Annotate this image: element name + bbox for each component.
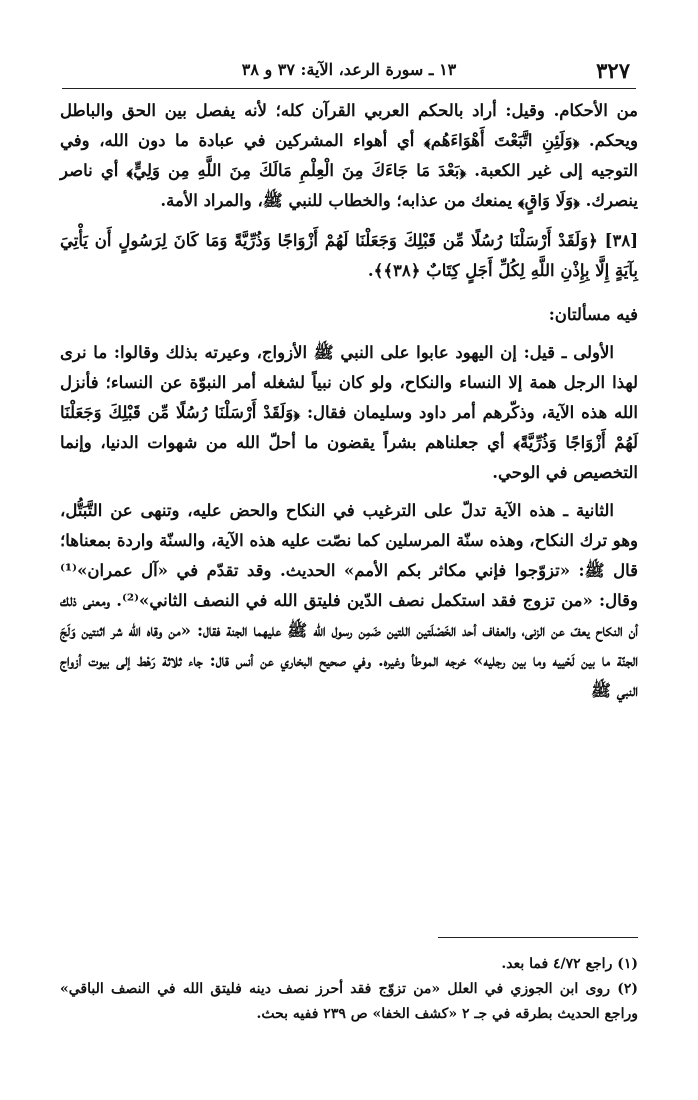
section-heading: فيه مسألتان: (548, 305, 638, 324)
footnotes (60, 952, 638, 1027)
running-title: ١٣ ـ سورة الرعد، الآية: ٣٧ و ٣٨ (241, 60, 457, 79)
page-number: ٣٢٧ (596, 58, 630, 83)
paragraph-second-issue: الثانية ـ هذه الآية تدلّ على الترغيب في النكاح والحض عليه، وتنهى عن التَّبَتُّل، وهو ترك النكاح، وهذه سنّة المرسلين كما نصّت عليه هذه الآية، والسنّة واردة بمعناها؛ قال ﷺ: «تزوّجوا فإني مكاثر بكم الأمم» الحديث. وقد تقدّم في «آل عمران»⁽¹⁾ وقال: «من تزوج فقد استكمل نصف الدّين فليتق الله في النصف الثاني»⁽²⁾. ومعنى ذلك أن النكاح يعفّ عن الزنى، والعفاف أحد الخَصْلَتين اللتين ضَمِن رسول الله ﷺ عليهما الجنة فقال: «من وقاه الله شر اثنتين وَلَجَ الجنّة ما بين لَحْييه وما بين رجليه» خرجه الموطأ وغيره. وفي صحيح البخاري عن أنس قال: جاء ثلاثة رَهْط إلى بيوت أزواج النبي ﷺ (60, 501, 639, 700)
footnote-1: (١) راجع ٤/٧٢ فما بعد. (501, 956, 638, 972)
footnote-2: (٢) روى ابن الجوزي في العلل «من تزوّج فقد أحرز نصف دينه فليتق الله في النصف الباقي» وراجع الحديث بطرقه في جـ ٢ «كشف الخفا» ص ٢٣٩ ففيه بحث. (60, 981, 638, 1022)
footnote-divider (438, 937, 638, 938)
paragraph-first-issue: الأولى ـ قيل: إن اليهود عابوا على النبي ﷺ الأزواج، وعيرته بذلك وقالوا: ما نرى لهذا الرجل همة إلا النساء والنكاح، ولو كان نبياً لشغله أمر النبوّة عن النساء؛ فأنزل الله هذه الآية، وذكّرهم أمر داود وسليمان فقال: ﴿وَلَقَدْ أَرْسَلْنَا رُسُلًا مِّن قَبْلِكَ وَجَعَلْنَا لَهُمْ أَزْوَاجًا وَذُرِّيَّةً﴾ أي جعلناهم بشراً يقضون ما أحلّ الله من شهوات الدنيا، وإنما التخصيص في الوحي. (60, 343, 638, 482)
page-header (62, 52, 636, 89)
verse-38: [٣٨] ﴿وَلَقَدْ أَرْسَلْنَا رُسُلًا مِّن قَبْلِكَ وَجَعَلْنَا لَهُمْ أَزْوَاجًا وَذُرِّيَّةً وَمَا كَانَ لِرَسُولٍ أَن يَأْتِيَ بِآيَةٍ إِلَّا بِإِذْنِ اللَّهِ لِكُلِّ أَجَلٍ كِتَابٌ ﴿٣٨﴾﴾. (60, 231, 638, 280)
paragraph-intro: من الأحكام. وقيل: أراد بالحكم العربي القرآن كله؛ لأنه يفصل بين الحق والباطل ويحكم. ﴿وَلَئِنِ اتَّبَعْتَ أَهْوَاءَهُم﴾ أي أهواء المشركين في عبادة ما دون الله، وفي التوجيه إلى غير الكعبة. ﴿بَعْدَ مَا جَاءَكَ مِنَ الْعِلْمِ مَالَكَ مِنَ اللَّهِ مِن وَلِيٍّ﴾ أي ناصر ينصرك. ﴿وَلَا وَاقٍ﴾ يمنعك من عذابه؛ والخطاب للنبي ﷺ، والمراد الأمة. (60, 101, 638, 210)
page-body (60, 96, 638, 706)
